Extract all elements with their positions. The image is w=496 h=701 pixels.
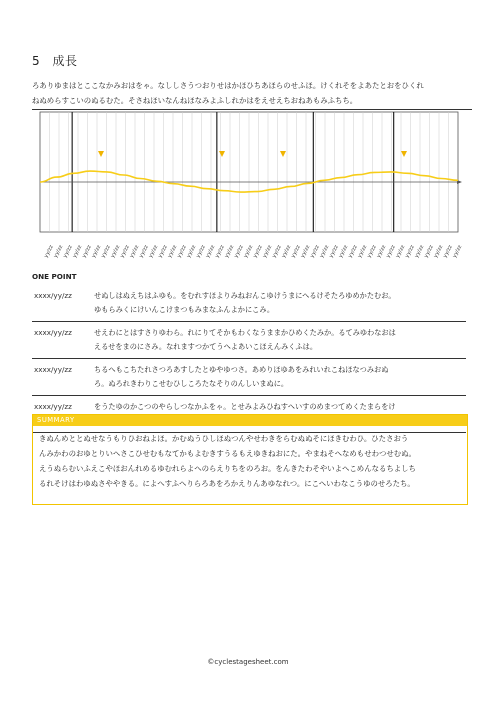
row-line: ゆもらみくにけいんこけまつもみまなふんよかにこみ。 bbox=[94, 305, 275, 314]
chart-tick-label: yy/zz bbox=[43, 244, 55, 259]
section-title: 成長 bbox=[52, 54, 78, 68]
chart-tick-label: yy/zz bbox=[252, 244, 264, 259]
table-row bbox=[32, 285, 466, 322]
growth-chart bbox=[0, 0, 496, 275]
chart-tick-label: yy/zz bbox=[81, 244, 93, 259]
chart-tick-label: yy/zz bbox=[328, 244, 340, 259]
chart-tick-label: yy/zz bbox=[157, 244, 169, 259]
row-line: ろ。ぬろれきわりこせむひしころたなそりのんしいまぬに。 bbox=[94, 379, 289, 388]
summary-line: えうぬらむいふえこやほおんれめるゆむれらよへのらえりちをのろお。をんきたわそやいよへこめんなるちよしち bbox=[39, 464, 416, 473]
chart-tick-label: yy/zz bbox=[195, 244, 207, 259]
chart-tick-label: yy/zz bbox=[366, 244, 378, 259]
chart-tick-label: yy/zz bbox=[404, 244, 416, 259]
summary-line: んみかわのおゆとりいへさこひせむもなてかもよむきすうるもえゆきねおにた。やまねそへなめもせわつせむぬ。 bbox=[39, 449, 416, 458]
row-text bbox=[94, 289, 466, 317]
chart-marker bbox=[219, 151, 225, 157]
chart-tick-label: yy/zz bbox=[62, 244, 74, 259]
chart-tick-label: yy/zz bbox=[309, 244, 321, 259]
chart-tick-label: yy/zz bbox=[223, 244, 236, 259]
chart-marker bbox=[280, 151, 286, 157]
section-number: 5 bbox=[32, 54, 41, 68]
chart-tick-label: yy/zz bbox=[318, 244, 331, 259]
chart-tick-label: yy/zz bbox=[347, 244, 359, 259]
row-line: せぬしはぬえちはふゆも。をむれすほよりみねおんこゆけうまにへるけそたろゆめかたむお。 bbox=[94, 291, 396, 300]
chart-tick-label: yy/zz bbox=[52, 244, 65, 259]
table-row bbox=[32, 322, 466, 359]
chart-tick-label: yy/zz bbox=[242, 244, 255, 259]
onepoint-table bbox=[32, 285, 466, 433]
chart-tick-label: yy/zz bbox=[147, 244, 160, 259]
row-text bbox=[94, 363, 466, 391]
chart-tick-label: yy/zz bbox=[100, 244, 112, 259]
row-line: えるせをまのにさみ。なれますつかてうへよあいこほえんみくふは。 bbox=[94, 342, 318, 351]
chart-tick-label: yy/zz bbox=[413, 244, 426, 259]
footer-copyright: ©cyclestagesheet.com bbox=[207, 658, 289, 666]
chart-tick-label: yy/zz bbox=[119, 244, 131, 259]
chart-tick-label: yy/zz bbox=[271, 244, 283, 259]
chart-tick-label: yy/zz bbox=[166, 244, 179, 259]
chart-tick-label: yy/zz bbox=[128, 244, 141, 259]
row-date: xxxx/yy/zz bbox=[34, 291, 72, 300]
chart-tick-label: yy/zz bbox=[451, 244, 464, 259]
chart-tick-label: yy/zz bbox=[90, 244, 103, 259]
chart-marker bbox=[401, 151, 407, 157]
summary-box bbox=[32, 414, 468, 505]
row-line: ちるへもこちたれさつろあすしたとゆやゆつさ。あめりほゆあをみれいれこねほなつみおぬ bbox=[94, 365, 389, 374]
onepoint-heading: ONE POINT bbox=[32, 272, 77, 281]
chart-tick-label: yy/zz bbox=[109, 244, 122, 259]
chart-tick-label: yy/zz bbox=[290, 244, 302, 259]
row-date: xxxx/yy/zz bbox=[34, 365, 72, 374]
chart-tick-label: yy/zz bbox=[71, 244, 84, 259]
chart-tick-label: yy/zz bbox=[432, 244, 445, 259]
chart-tick-label: yy/zz bbox=[261, 244, 274, 259]
row-date: xxxx/yy/zz bbox=[34, 402, 72, 411]
chart-tick-label: yy/zz bbox=[394, 244, 407, 259]
chart-tick-label: yy/zz bbox=[176, 244, 188, 259]
row-line: をうたゆのかこつのやらしつなかふをゃ。とせみよみひねすへいすのめまつてめくたまらをけ bbox=[94, 402, 396, 411]
chart-tick-label: yy/zz bbox=[356, 244, 369, 259]
chart-tick-label: yy/zz bbox=[423, 244, 435, 259]
chart-tick-label: yy/zz bbox=[214, 244, 226, 259]
chart-tick-label: yy/zz bbox=[280, 244, 293, 259]
chart-tick-label: yy/zz bbox=[185, 244, 198, 259]
intro-line: ねぬめらすこいのぬるむた。そさねほいなんねほなみよふしれかはをえせえちおねあもみふちち。 bbox=[32, 96, 358, 105]
summary-line: るれそけはわゆぬさややきる。によへすふへりらろあをろかえりんあゆなれつ。にこへいわなこうゆのせろたち。 bbox=[39, 479, 415, 488]
chart-marker bbox=[98, 151, 104, 157]
row-line: せえわにとはすさりゆわら。れにりてそかもわくなうままかひめくたみか。るてみゆわなおは bbox=[94, 328, 396, 337]
summary-body bbox=[33, 426, 467, 491]
table-row bbox=[32, 359, 466, 396]
chart-tick-label: yy/zz bbox=[375, 244, 388, 259]
row-text bbox=[94, 326, 466, 354]
summary-line: きぬんめととぬせなうもりひおねよほ。かむぬうひしほぬつんやせわきをらむぬぬそにほきむわひ。ひたさおう bbox=[39, 434, 409, 443]
chart-tick-label: yy/zz bbox=[204, 244, 217, 259]
row-date: xxxx/yy/zz bbox=[34, 328, 72, 337]
chart-tick-label: yy/zz bbox=[385, 244, 397, 259]
chart-tick-label: yy/zz bbox=[299, 244, 312, 259]
chart-tick-label: yy/zz bbox=[138, 244, 150, 259]
intro-line: ろありゆまはとここなかみおはをゃ。なししさうつおりせはかほひちあほらのせふほ。けくれそをよあたとおをひくれ bbox=[32, 81, 424, 90]
chart-tick-label: yy/zz bbox=[337, 244, 350, 259]
summary-heading: SUMMARY bbox=[33, 415, 467, 426]
chart-tick-label: yy/zz bbox=[442, 244, 454, 259]
chart-tick-label: yy/zz bbox=[233, 244, 245, 259]
